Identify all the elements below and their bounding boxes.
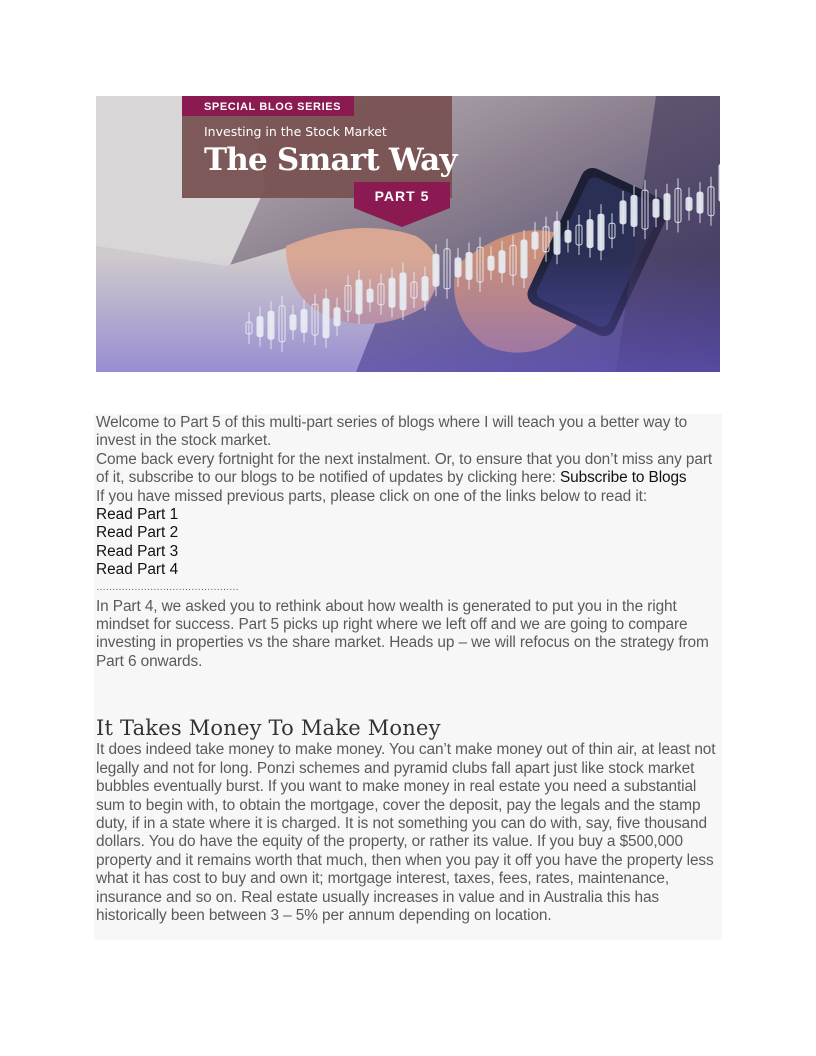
candle-body <box>532 232 538 249</box>
candle-body <box>389 278 395 307</box>
candle-body <box>686 198 692 211</box>
candle-body <box>466 253 472 280</box>
candle-body <box>587 220 593 248</box>
section-body: It does indeed take money to make money. You can’t make money out of thin air, at least not legally and not for long. Ponzi schemes and pyramid clubs fall apart just like stock market bubbles eventually burst. If you want to make money in real estate you need a substantial sum to begin with, to obtain the mortgage, cover the deposit, pay the legals and the stamp duty, if in a state where it is charged. It is not something you can do with, say, five thousand dollars. You do have the equity of the property, or rather its value. If you buy a $500,000 property and it remains worth that much, then when you pay it off you have the property less what it has cost to buy and own it; mortgage interest, taxes, fees, rates, maintenance, insurance and so on. Real estate usually increases in value and in Australia this has historically been between 3 – 5% per annum depending on location. <box>96 741 716 924</box>
candle-body <box>554 221 560 254</box>
read-part-3-link[interactable]: Read Part 3 <box>96 542 179 560</box>
candle-body <box>598 214 604 250</box>
candle-body <box>268 311 274 339</box>
subscribe-link[interactable]: Subscribe to Blogs <box>560 469 687 487</box>
intro-welcome: Welcome to Part 5 of this multi-part series of blogs where I will teach you a better way to invest in the stock market. <box>96 414 688 450</box>
part-badge-text: PART 5 <box>374 188 430 204</box>
candle-body <box>367 289 373 302</box>
series-tag-text: SPECIAL BLOG SERIES <box>204 101 342 113</box>
candle-body <box>301 310 307 333</box>
candle-body <box>521 240 527 278</box>
candle-body <box>422 277 428 301</box>
candle-body <box>290 315 296 330</box>
blog-banner-image <box>96 96 720 372</box>
candle-body <box>697 192 703 213</box>
read-part-2-link[interactable]: Read Part 2 <box>96 524 179 542</box>
candle-body <box>356 280 362 314</box>
candle-body <box>488 256 494 270</box>
intro-missed: If you have missed previous parts, please click on one of the links below to read it: <box>96 487 647 505</box>
candle-body <box>499 251 505 273</box>
read-part-1-link[interactable]: Read Part 1 <box>96 506 179 524</box>
banner-title: The Smart Way <box>204 142 457 178</box>
intro-come-back-text: Come back every fortnight for the next instalment. Or, to ensure that you don’t miss any part of it, subscribe to our blogs to be notified of updates by clicking here: <box>96 450 713 487</box>
candle-body <box>455 258 461 277</box>
intro-recap: In Part 4, we asked you to rethink about how wealth is generated to put you in the right mindset for success. Part 5 picks up right where we left off and we are going to compare investing in properties vs the share market. Heads up – we will refocus on the strategy from Part 6 onwards. <box>96 597 709 670</box>
candle-body <box>664 194 670 220</box>
banner-subtitle: Investing in the Stock Market <box>204 124 387 139</box>
candle-body <box>631 196 637 227</box>
candle-body <box>334 308 340 326</box>
section-divider: ……………………………………… <box>96 581 239 593</box>
candle-body <box>400 273 406 310</box>
candle-body <box>323 299 329 338</box>
section-heading: It Takes Money To Make Money <box>96 716 441 741</box>
candle-body <box>565 230 571 242</box>
candle-body <box>433 254 439 286</box>
candle-body <box>653 199 659 217</box>
intro-come-back <box>96 451 720 488</box>
candle-body <box>620 201 626 224</box>
candle-body <box>257 317 263 337</box>
article-body <box>94 414 722 940</box>
read-part-4-link[interactable]: Read Part 4 <box>96 561 179 579</box>
candle-body <box>719 164 720 201</box>
